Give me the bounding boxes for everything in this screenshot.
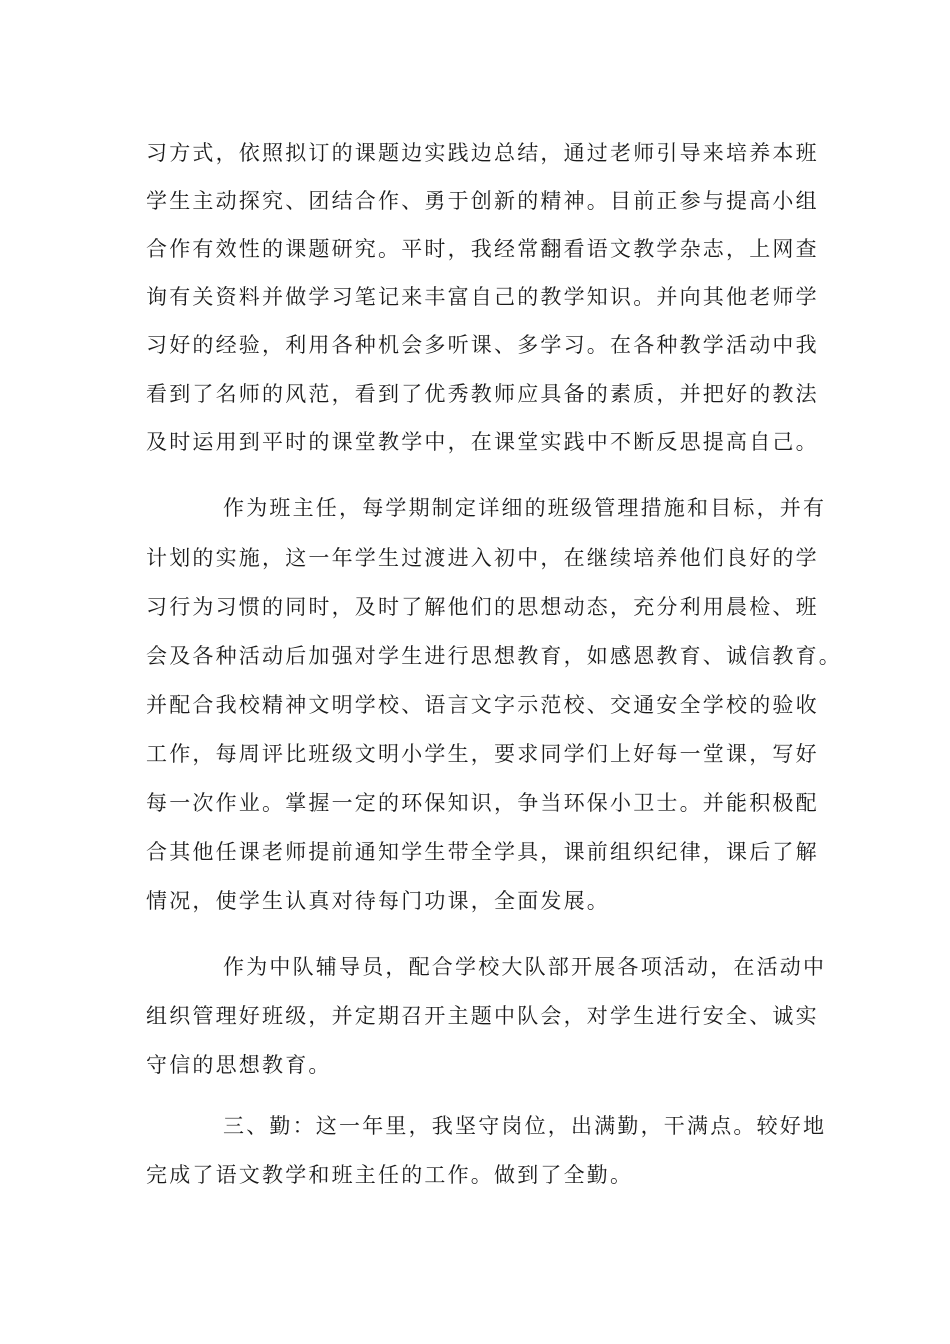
paragraph-2-line-4: 会及各种活动后加强对学生进行思想教育，如感恩教育、诚信教育。 [146,644,842,668]
paragraph-1-line-4: 询有关资料并做学习笔记来丰富自己的教学知识。并向其他老师学 [146,285,819,309]
paragraph-4-line-1: 三、勤：这一年里，我坚守岗位，出满勤，干满点。较好地 [223,1114,827,1138]
paragraph-2-line-3: 习行为习惯的同时，及时了解他们的思想动态，充分利用晨检、班 [146,595,819,619]
paragraph-1-line-3: 合作有效性的课题研究。平时，我经常翻看语文教学杂志，上网查 [146,237,819,261]
paragraph-3-line-1: 作为中队辅导员，配合学校大队部开展各项活动，在活动中 [223,955,827,979]
paragraph-1-line-1: 习方式，依照拟订的课题边实践边总结，通过老师引导来培养本班 [146,141,819,165]
paragraph-2-line-1: 作为班主任，每学期制定详细的班级管理措施和目标，并有 [223,496,827,520]
paragraph-1-line-6: 看到了名师的风范，看到了优秀教师应具备的素质，并把好的教法 [146,382,819,406]
paragraph-2-line-5: 并配合我校精神文明学校、语言文字示范校、交通安全学校的验收 [146,693,819,717]
paragraph-2-line-2: 计划的实施，这一年学生过渡进入初中，在继续培养他们良好的学 [146,546,819,570]
paragraph-2-line-9: 情况，使学生认真对待每门功课，全面发展。 [146,889,610,913]
paragraph-2-line-7: 每一次作业。掌握一定的环保知识，争当环保小卫士。并能积极配 [146,791,819,815]
paragraph-3-line-2: 组织管理好班级，并定期召开主题中队会，对学生进行安全、诚实 [146,1004,819,1028]
paragraph-4-line-2: 完成了语文教学和班主任的工作。做到了全勤。 [146,1163,634,1187]
paragraph-3-line-3: 守信的思想教育。 [146,1053,332,1077]
paragraph-1-line-5: 习好的经验，利用各种机会多听课、多学习。在各种教学活动中我 [146,333,819,357]
paragraph-1-line-7: 及时运用到平时的课堂教学中，在课堂实践中不断反思提高自己。 [146,430,819,454]
paragraph-2-line-6: 工作，每周评比班级文明小学生，要求同学们上好每一堂课，写好 [146,742,819,766]
paragraph-2-line-8: 合其他任课老师提前通知学生带全学具，课前组织纪律，课后了解 [146,840,819,864]
paragraph-1-line-2: 学生主动探究、团结合作、勇于创新的精神。目前正参与提高小组 [146,189,819,213]
